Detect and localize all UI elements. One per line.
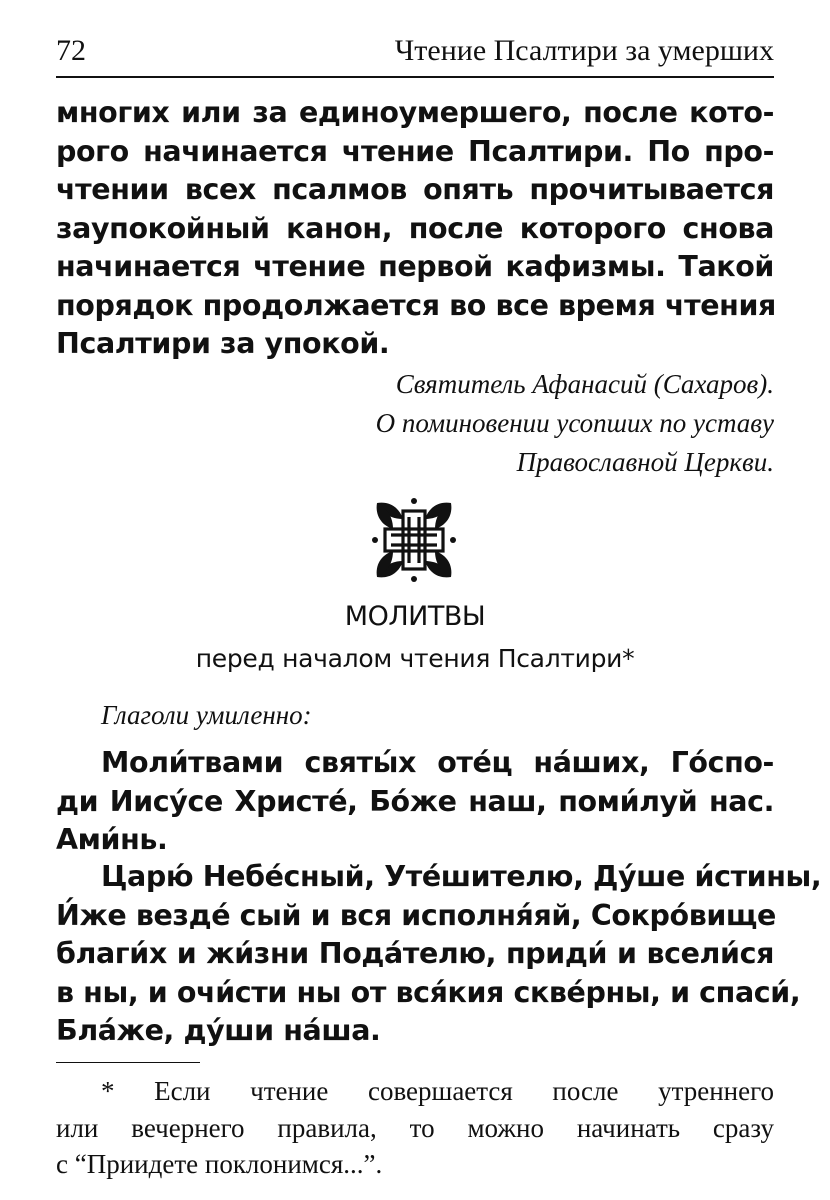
- prayer-line: ди Иису́се Христе́, Бо́же наш, поми́луй нас.: [56, 784, 774, 818]
- paragraph-line: чтении всех псалмов опять прочитывается: [56, 173, 774, 206]
- paragraph-line: порядок продолжается во все время чтения: [56, 288, 776, 322]
- paragraph-line: многих или за единоумершего, после кото-: [56, 96, 774, 129]
- prayer-line: Бла́же, ду́ши на́ша.: [56, 1014, 381, 1047]
- intro-paragraph: [56, 94, 774, 364]
- paragraph-line: Псалтири за упокой.: [56, 327, 390, 360]
- paragraph-line: заупокойный канон, после которого снова: [56, 211, 774, 245]
- page-header: [56, 34, 774, 74]
- footnote-line: с “Приидете поклонимся...”.: [56, 1149, 383, 1179]
- prayer-jesus: [56, 744, 774, 860]
- prayer-line: благи́х и жи́зни Пода́телю, приди́ и всели́ся: [56, 937, 774, 970]
- citation-work-cont: Православной Церкви.: [516, 447, 774, 477]
- footnote: [56, 1073, 774, 1183]
- footnote-line: * Если чтение совершается после утреннего: [101, 1076, 774, 1106]
- prayer-line: Царю́ Небе́сный, Уте́шителю, Ду́ше и́стины,: [101, 860, 822, 893]
- paragraph-line: рого начинается чтение Псалтири. По про-: [56, 134, 774, 168]
- prayer-line: в ны, и очи́сти ны от вся́кия скве́рны, и спаси́,: [56, 975, 801, 1009]
- citation: [376, 365, 774, 482]
- citation-work: О поминовении усопших по уставу: [375, 408, 774, 438]
- instruction: Глаголи умиленно:: [101, 700, 312, 730]
- section-subtitle: перед началом чтения Псалтири*: [195, 644, 635, 673]
- prayer-line: Моли́твами святы́х оте́ц на́ших, Го́спо-: [101, 746, 774, 779]
- page-number: 72: [56, 34, 86, 67]
- footnote-rule: [56, 1062, 200, 1063]
- prayer-line: Ами́нь.: [56, 823, 168, 856]
- footnote-line: или вечернего правила, то можно начинать сразу: [56, 1112, 774, 1143]
- paragraph-line: начинается чтение первой кафизмы. Такой: [56, 250, 774, 283]
- section-title: МОЛИТВЫ: [344, 601, 486, 632]
- running-title: Чтение Псалтири за умерших: [394, 34, 774, 67]
- prayer-line: И́же везде́ сый и вся исполня́яй, Сокро́вище: [56, 898, 776, 932]
- prayer-heavenly-king: [56, 858, 822, 1051]
- citation-author: Святитель Афанасий (Сахаров).: [395, 369, 774, 399]
- header-rule: [56, 76, 774, 78]
- floral-cross-ornament-icon: [371, 497, 457, 583]
